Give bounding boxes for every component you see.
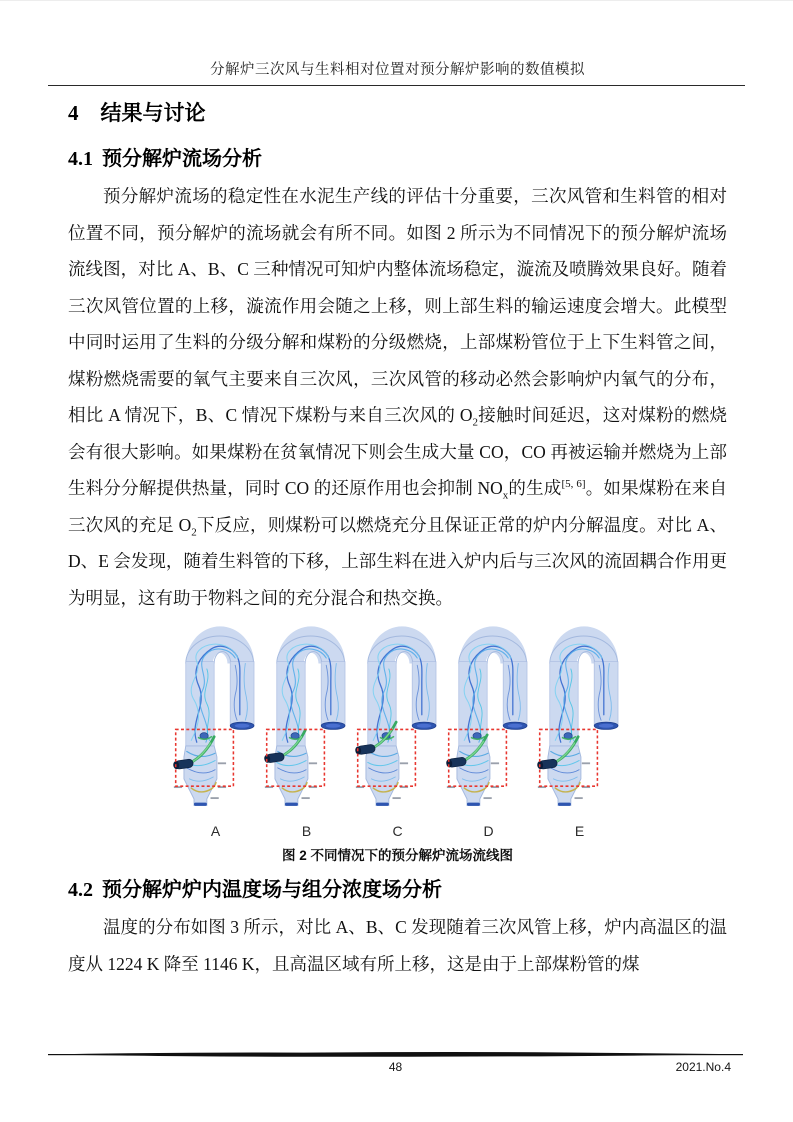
figure-unit-label: B	[301, 823, 312, 839]
section-heading-4	[68, 97, 727, 127]
figure-2-panels	[68, 625, 727, 839]
calciner-streamline-drawing	[262, 625, 352, 821]
section-title: 预分解炉炉内温度场与组分浓度场分析	[102, 879, 442, 901]
section-number: 4.1	[68, 148, 93, 170]
section-title: 预分解炉流场分析	[102, 148, 262, 170]
page-footer	[48, 1050, 743, 1076]
paragraph-temperature-field: 温度的分布如图 3 所示，对比 A、B、C 发现随着三次风管上移，炉内高温区的温度从 1224 K 降至 1146 K，且高温区域有所上移，这是由于上部煤粉管的煤	[68, 917, 727, 974]
section-heading-4-2	[68, 873, 727, 902]
figure-2	[68, 625, 727, 864]
figure-unit-D	[444, 625, 534, 839]
running-head-title: 分解炉三次风与生料相对位置对预分解炉影响的数值模拟	[210, 62, 585, 78]
calciner-streamline-drawing	[353, 625, 443, 821]
section-title: 结果与讨论	[100, 101, 206, 125]
figure-unit-B	[262, 625, 352, 839]
header-rule	[48, 85, 745, 86]
paragraph-flow-field-analysis: 预分解炉流场的稳定性在水泥生产线的评估十分重要，三次风管和生料管的相对位置不同，预分解炉的流场就会有所不同。如图 2 所示为不同情况下的预分解炉流场流线图，对比 A、B、C 三种情况可知炉内整体流场稳定，漩流及喷腾效果良好。随着三次风管位置的上移，漩流作用会随之上移，则上部生料的输运速度会增大。此模型中同时运用了生料的分级分解和煤粉的分级燃烧，上部煤粉管位于上下生料管之间，煤粉燃烧需要的氧气主要来自三次风，三次风管的移动必然会影响炉内氧气的分布，相比 A 情况下，B、C 情况下煤粉与来自三次风的 $O_2$接触时间延迟，这对煤粉的燃烧会有很大影响。如果煤粉在贫氧情况下则会生成大量 CO，CO 再被运输并燃烧为上部生料分分解提供热量，同时 CO 的还原作用也会抑制 $NO_x$的生成[5, 6]。如果煤粉在来自三次风的充足 $O_2$下反应，则煤粉可以燃烧充分且保证正常的炉内分解温度。对比 A、D、E 会发现，随着生料管的下移，上部生料在进入炉内后与三次风的流固耦合作用更为明显，这有助于物料之间的充分混合和热交换。	[68, 186, 728, 608]
calciner-streamline-drawing	[444, 625, 534, 821]
section-number: 4	[68, 101, 79, 125]
figure-unit-label: E	[574, 823, 585, 839]
figure-unit-label: D	[483, 823, 494, 839]
calciner-streamline-drawing	[171, 625, 261, 821]
footer-rule	[48, 1050, 743, 1059]
calciner-streamline-drawing	[535, 625, 625, 821]
figure-unit-label: A	[210, 823, 221, 839]
figure-unit-label: C	[392, 823, 403, 839]
section-number: 4.2	[68, 879, 93, 901]
figure-2-caption: 图 2 不同情况下的预分解炉流场流线图	[281, 848, 513, 863]
figure-unit-E	[535, 625, 625, 839]
figure-unit-A	[171, 625, 261, 839]
journal-issue: 2021.No.4	[675, 1060, 731, 1074]
figure-unit-C	[353, 625, 443, 839]
section-heading-4-1	[68, 142, 727, 171]
page-number: 48	[388, 1060, 403, 1074]
